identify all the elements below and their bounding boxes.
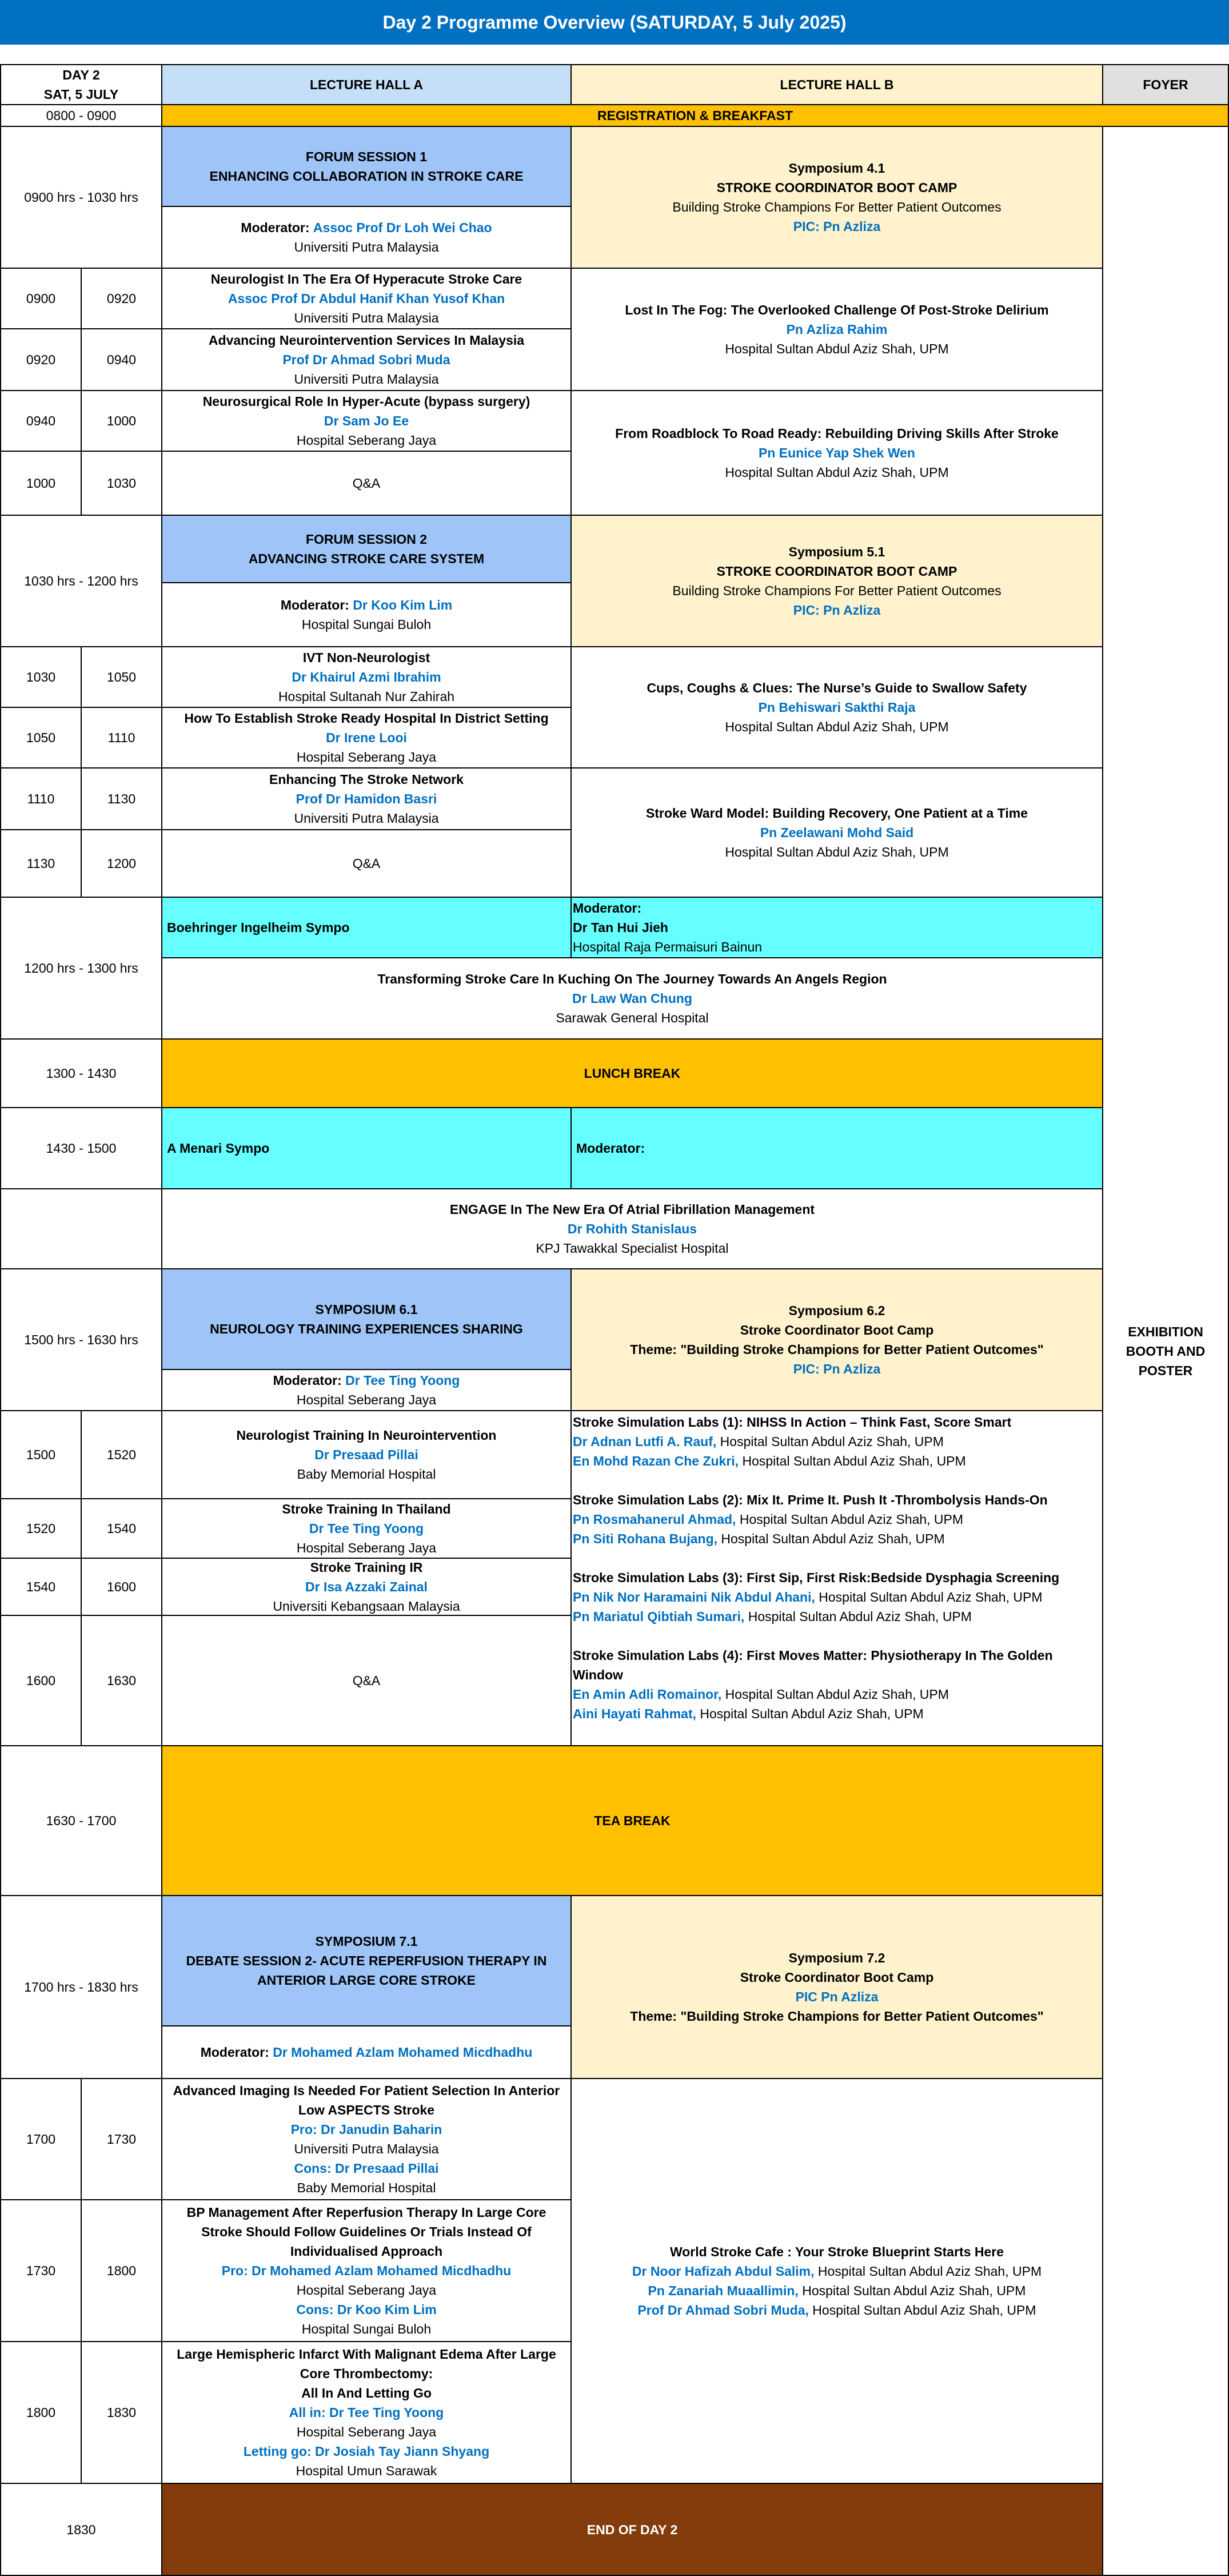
date-label: SAT, 5 JULY [43,87,119,102]
person-name: Pn Rosmahanerul Ahmad, [573,1512,736,1527]
pro-speaker: All in: Dr Tee Ting Yoong [289,2405,444,2420]
start-time: 0940 [0,390,82,452]
session-time: 1500 hrs - 1630 hrs [0,1268,162,1411]
end-time: 1520 [81,1410,162,1499]
talk-affil: Universiti Putra Malaysia [294,372,439,387]
stroke-cafe [570,2078,1103,2484]
pro-affil: Hospital Seberang Jaya [296,2283,437,2298]
person-name: En Amin Adli Romainor, [573,1687,722,1702]
talk-title: Neurologist In The Era Of Hyperacute Stroke Care [210,272,522,286]
pro-affil: Hospital Seberang Jaya [296,2424,437,2439]
hall-b-talk [570,390,1103,516]
person-affil: Hospital Sultan Abdul Aziz Shah, UPM [716,1434,944,1449]
talk-affil: Universiti Kebangsaan Malaysia [273,1599,460,1614]
end-time: 0920 [81,268,162,329]
talk-speaker: Dr Sam Jo Ee [324,413,409,428]
start-time: 1030 [0,646,82,708]
foyer-line: EXHIBITION [1128,1324,1203,1339]
debate-title: Stroke Should Follow Guidelines Or Trials Instead Of [201,2224,532,2239]
symposium-cell [570,1895,1103,2079]
talk-cell [161,1498,572,1559]
lab-person [573,1432,944,1451]
debate-title: All In And Letting Go [301,2386,432,2400]
talk-affil: Hospital Sultanah Nur Zahirah [278,689,455,704]
tea-time: 1630 - 1700 [0,1745,162,1896]
qa-cell: Q&A [161,451,572,516]
moderator-cell [161,2025,572,2079]
start-time: 1540 [0,1558,82,1616]
talk-title: Advancing Neurointervention Services In Malaysia [208,333,525,348]
start-time: 1520 [0,1498,82,1559]
person-name: Aini Hayati Rahmat, [573,1706,696,1721]
debate-title: Individualised Approach [290,2244,443,2259]
lab-person [573,1607,972,1626]
moderator-name: Dr Koo Kim Lim [353,598,453,612]
talk-affil: Universiti Putra Malaysia [294,310,439,325]
person-name: Pn Zanariah Muaallimin, [648,2283,799,2298]
symposium-name: STROKE COORDINATOR BOOT CAMP [716,564,957,579]
pro-affil: Universiti Putra Malaysia [294,2141,439,2156]
talk-affil: Hospital Seberang Jaya [296,433,437,448]
talk-cell [161,1410,572,1499]
person-name: Dr Adnan Lutfi A. Rauf, [573,1434,717,1449]
cafe-person [648,2281,1026,2300]
session-time: 1200 hrs - 1300 hrs [0,897,162,1040]
pro-speaker: Pro: Dr Mohamed Azlam Mohamed Micdhadhu [221,2263,512,2278]
moderator-label: Moderator: [200,2045,269,2060]
hall-b-talk [570,268,1103,391]
pro-speaker: Pro: Dr Janudin Baharin [290,2122,442,2137]
start-time: 1700 [0,2078,82,2200]
start-time: 0900 [0,268,82,329]
person-affil: Hospital Sultan Abdul Aziz Shah, UPM [744,1609,972,1624]
debate-cell [161,2199,572,2342]
tea-break: TEA BREAK [161,1745,1103,1896]
forum-session-title [161,1895,572,2026]
talk-affil: Hospital Seberang Jaya [296,1540,437,1555]
lab-title: Stroke Simulation Labs (1): NIHSS In Action – Think Fast, Score Smart [573,1415,1012,1430]
talk-affil: Hospital Sultan Abdul Aziz Shah, UPM [725,465,949,480]
moderator-line [201,2043,533,2062]
start-time: 1110 [0,767,82,830]
symposium-title: Symposium 7.2 [788,1950,885,1965]
moderator-affil: Universiti Putra Malaysia [294,240,439,254]
moderator-label: Moderator: [241,220,310,235]
session-time: 1700 hrs - 1830 hrs [0,1895,162,2079]
person-affil: Hospital Sultan Abdul Aziz Shah, UPM [815,1590,1043,1604]
start-time: 1130 [0,829,82,898]
end-time: 1000 [81,390,162,452]
con-affil: Hospital Sungai Buloh [301,2322,432,2336]
symposium-cell [570,515,1103,647]
session-time: 1430 - 1500 [0,1107,162,1189]
cafe-person [637,2300,1036,2320]
day-label: DAY 2 [62,67,100,82]
forum-session-title [161,126,572,207]
foyer-line: POSTER [1138,1363,1193,1378]
forum-line: FORUM SESSION 1 [305,149,428,164]
talk-speaker: Pn Zeelawani Mohd Said [760,825,914,840]
end-time: 1540 [81,1498,162,1559]
moderator-label: Moderator: [273,1373,342,1388]
person-affil: Hospital Sultan Abdul Aziz Shah, UPM [717,1531,945,1546]
talk-cell [161,1558,572,1616]
session-time: 0900 hrs - 1030 hrs [0,126,162,269]
person-affil: Hospital Sultan Abdul Aziz Shah, UPM [721,1687,949,1702]
moderator-line [273,1371,460,1390]
talk-title: ENGAGE In The New Era Of Atrial Fibrillation Management [449,1202,815,1217]
talk-speaker: Prof Dr Hamidon Basri [296,791,437,806]
lab-title: Stroke Simulation Labs (2): Mix It. Prime It. Push It -Thrombolysis Hands-On [573,1492,1048,1507]
end-time: 1730 [81,2078,162,2200]
lab-title: Stroke Simulation Labs (4): First Moves Matter: Physiotherapy In The Golden Window [573,1648,1053,1682]
talk-cell [161,1188,1103,1269]
talk-cell [161,328,572,391]
moderator-affil: Hospital Raja Permaisuri Bainun [573,939,763,954]
debate-title: Core Thrombectomy: [300,2366,433,2381]
start-time: 0920 [0,328,82,391]
foyer-header: FOYER [1102,64,1229,105]
talk-title: IVT Non-Neurologist [302,650,430,665]
moderator-cell [161,1369,572,1411]
talk-speaker: Dr Isa Azzaki Zainal [305,1579,428,1594]
debate-cell [161,2078,572,2200]
talk-affil: Sarawak General Hospital [556,1010,709,1025]
start-time: 1600 [0,1615,82,1746]
person-affil: Hospital Sultan Abdul Aziz Shah, UPM [808,2303,1036,2318]
lab-title: Stroke Simulation Labs (3): First Sip, First Risk:Bedside Dysphagia Screening [573,1570,1060,1585]
talk-speaker: Dr Presaad Pillai [314,1447,418,1462]
moderator-cell [570,897,1103,958]
person-name: Prof Dr Ahmad Sobri Muda, [637,2303,809,2318]
moderator-cell [161,582,572,647]
person-affil: Hospital Sultan Abdul Aziz Shah, UPM [798,2283,1026,2298]
person-name: En Mohd Razan Che Zukri, [573,1454,739,1468]
hall-b-talk [570,767,1103,898]
lab-person [573,1451,966,1471]
forum-line: FORUM SESSION 2 [305,532,428,547]
forum-session-title [161,515,572,583]
debate-title: BP Management After Reperfusion Therapy In Large Core [186,2205,546,2220]
talk-cell [161,707,572,769]
foyer-column [1102,126,1229,2576]
con-speaker: Cons: Dr Koo Kim Lim [296,2302,437,2317]
foyer-line: BOOTH AND [1126,1343,1206,1359]
talk-title: Stroke Training In Thailand [282,1502,451,1516]
talk-title: Transforming Stroke Care In Kuching On The Journey Towards An Angels Region [377,972,887,986]
person-affil: Hospital Sultan Abdul Aziz Shah, UPM [814,2264,1042,2279]
moderator-cell [161,206,572,269]
talk-title: Neurosurgical Role In Hyper-Acute (bypass surgery) [202,394,530,409]
talk-cell [161,767,572,830]
talk-speaker: Assoc Prof Dr Abdul Hanif Khan Yusof Khan [228,291,505,306]
talk-title: Stroke Training IR [310,1560,423,1575]
debate-title: Low ASPECTS Stroke [298,2103,435,2117]
lab-person [573,1587,1042,1607]
moderator-label: Moderator: [573,901,642,915]
start-time: 1730 [0,2199,82,2342]
talk-title: How To Establish Stroke Ready Hospital In District Setting [184,711,549,726]
forum-line: SYMPOSIUM 6.1 [315,1302,418,1317]
person-affil: Hospital Sultan Abdul Aziz Shah, UPM [696,1706,924,1721]
talk-title: Stroke Ward Model: Building Recovery, One Patient at a Time [646,806,1028,821]
symposium-theme: Building Stroke Champions For Better Patient Outcomes [672,200,1001,214]
moderator-name: Dr Tee Ting Yoong [345,1373,460,1388]
symposium-pic: PIC: Pn Azliza [793,1361,881,1376]
lab-person [573,1510,963,1529]
sympo-cell: A Menari Sympo [161,1107,572,1189]
debate-cell [161,2341,572,2484]
lunch-break: LUNCH BREAK [161,1038,1103,1108]
registration-label: REGISTRATION & BREAKFAST [161,104,1229,127]
start-time: 1800 [0,2341,82,2484]
forum-session-title [161,1268,572,1370]
symposium-pic: PIC: Pn Azliza [793,603,881,618]
symposium-name: STROKE COORDINATOR BOOT CAMP [716,180,957,195]
talk-speaker: Dr Rohith Stanislaus [567,1221,697,1236]
forum-line: ANTERIOR LARGE CORE STROKE [257,1973,476,1988]
symposium-theme: Theme: "Building Stroke Champions for Better Patient Outcomes" [630,2009,1044,2024]
talk-speaker: Dr Khairul Azmi Ibrahim [292,670,441,684]
forum-line: ENHANCING COLLABORATION IN STROKE CARE [209,169,524,184]
talk-affil: Hospital Sultan Abdul Aziz Shah, UPM [725,341,949,356]
end-time: 1830 [81,2341,162,2484]
con-affil: Hospital Umun Sarawak [296,2463,437,2478]
end-time: 0940 [81,328,162,391]
symposium-title: Symposium 5.1 [788,544,885,559]
qa-cell: Q&A [161,829,572,898]
talk-speaker: Prof Dr Ahmad Sobri Muda [282,352,450,367]
talk-speaker: Dr Tee Ting Yoong [309,1521,424,1536]
talk-speaker: Dr Irene Looi [326,730,407,745]
talk-affil: Baby Memorial Hospital [297,1467,436,1482]
talk-title: From Roadblock To Road Ready: Rebuilding Driving Skills After Stroke [615,426,1059,441]
end-time: 1830 [0,2483,162,2576]
con-speaker: Cons: Dr Presaad Pillai [294,2161,439,2176]
hall-b-header: LECTURE HALL B [570,64,1103,105]
lab-person [573,1685,949,1704]
symposium-pic: PIC Pn Azliza [795,1989,879,2004]
cafe-person [632,2262,1042,2281]
talk-cell [161,268,572,329]
person-name: Pn Nik Nor Haramaini Nik Abdul Ahani, [573,1590,815,1604]
person-affil: Hospital Sultan Abdul Aziz Shah, UPM [736,1512,964,1527]
moderator-label: Moderator: [280,598,349,612]
forum-line: ADVANCING STROKE CARE SYSTEM [248,551,485,566]
end-time: 1030 [81,451,162,516]
talk-cell [161,957,1103,1040]
simulation-labs [570,1410,1103,1746]
talk-title: Enhancing The Stroke Network [269,772,464,787]
moderator-affil: Hospital Sungai Buloh [301,617,432,632]
talk-cell [161,390,572,452]
talk-affil: Hospital Sultan Abdul Aziz Shah, UPM [725,719,949,734]
lab-person [573,1704,924,1723]
end-time: 1050 [81,646,162,708]
con-speaker: Letting go: Dr Josiah Tay Jiann Shyang [243,2444,490,2459]
hall-b-talk [570,646,1103,769]
moderator-line [241,218,492,237]
lunch-time: 1300 - 1430 [0,1038,162,1108]
moderator-name: Dr Tan Hui Jieh [573,920,668,935]
symposium-name: Stroke Coordinator Boot Camp [740,1323,934,1337]
talk-speaker: Dr Law Wan Chung [572,991,692,1006]
symposium-title: Symposium 4.1 [788,161,885,176]
symposium-cell [570,126,1103,269]
qa-cell: Q&A [161,1615,572,1746]
forum-line: SYMPOSIUM 7.1 [315,1934,418,1949]
end-time: 1110 [81,707,162,769]
symposium-theme: Theme: "Building Stroke Champions for Better Patient Outcomes" [630,1342,1044,1357]
symposium-name: Stroke Coordinator Boot Camp [740,1970,934,1985]
talk-title: Lost In The Fog: The Overlooked Challenge Of Post-Stroke Delirium [625,302,1049,317]
talk-affil: Hospital Sultan Abdul Aziz Shah, UPM [725,845,949,859]
sympo-cell: Boehringer Ingelheim Sympo [161,897,572,958]
talk-speaker: Pn Behiswari Sakthi Raja [758,700,916,715]
debate-title: Large Hemispheric Infarct With Malignant Edema After Large [177,2347,556,2362]
person-name: Dr Noor Hafizah Abdul Salim, [632,2264,815,2279]
moderator-affil: Hospital Seberang Jaya [296,1392,437,1407]
forum-line: NEUROLOGY TRAINING EXPERIENCES SHARING [210,1321,523,1336]
time-blank [0,1188,162,1269]
symposium-pic: PIC: Pn Azliza [793,219,881,234]
moderator-name: Assoc Prof Dr Loh Wei Chao [313,220,492,235]
end-of-day: END OF DAY 2 [161,2483,1103,2576]
start-time: 1000 [0,451,82,516]
talk-affil: KPJ Tawakkal Specialist Hospital [536,1241,729,1256]
person-name: Pn Siti Rohana Bujang, [573,1531,718,1546]
moderator-line [281,595,452,615]
lab-person [573,1529,945,1548]
session-time: 1030 hrs - 1200 hrs [0,515,162,647]
person-name: Pn Mariatul Qibtiah Sumari, [573,1609,745,1624]
moderator-cell: Moderator: [570,1107,1103,1189]
end-time: 1130 [81,767,162,830]
talk-cell [161,646,572,708]
start-time: 1050 [0,707,82,769]
hall-a-header: LECTURE HALL A [161,64,572,105]
start-time: 1500 [0,1410,82,1499]
end-time: 1200 [81,829,162,898]
talk-speaker: Pn Azliza Rahim [786,322,888,337]
symposium-title: Symposium 6.2 [788,1303,885,1318]
con-affil: Baby Memorial Hospital [297,2180,436,2195]
moderator-name: Dr Mohamed Azlam Mohamed Micdhadhu [273,2045,533,2060]
talk-title: Neurologist Training In Neurointervention [236,1428,497,1443]
registration-time: 0800 - 0900 [0,104,162,127]
day-header [0,64,162,105]
talk-title: Cups, Coughs & Clues: The Nurse’s Guide to Swallow Safety [647,680,1027,695]
symposium-cell [570,1268,1103,1411]
page-title: Day 2 Programme Overview (SATURDAY, 5 July 2025) [0,0,1229,45]
person-affil: Hospital Sultan Abdul Aziz Shah, UPM [739,1454,966,1468]
symposium-theme: Building Stroke Champions For Better Patient Outcomes [672,583,1001,598]
end-time: 1630 [81,1615,162,1746]
talk-affil: Hospital Seberang Jaya [296,750,437,765]
forum-line: DEBATE SESSION 2- ACUTE REPERFUSION THERAPY IN [186,1953,547,1968]
talk-speaker: Pn Eunice Yap Shek Wen [759,445,915,460]
cafe-title: World Stroke Cafe : Your Stroke Blueprint Starts Here [669,2244,1004,2259]
end-time: 1800 [81,2199,162,2342]
debate-title: Advanced Imaging Is Needed For Patient Selection In Anterior [173,2083,560,2098]
talk-affil: Universiti Putra Malaysia [294,811,439,826]
end-time: 1600 [81,1558,162,1616]
